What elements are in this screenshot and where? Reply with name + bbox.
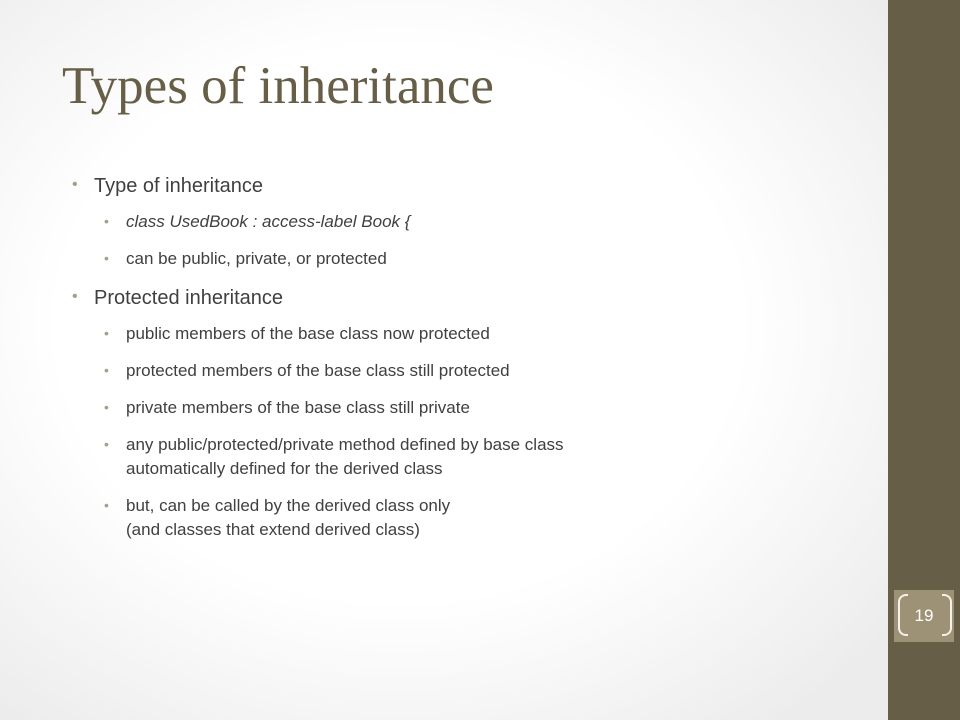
bullet-dot-icon: • [72,288,78,305]
bullet-dot-icon: • [104,436,109,452]
bullet-dot-icon: • [104,399,109,415]
bullet-text: but, can be called by the derived class only (and classes that extend derived class) [126,496,451,539]
bullet-text: class UsedBook : access-label Book { [126,212,411,231]
slide-title: Types of inheritance [62,57,494,115]
bullet-text: private members of the base class still private [126,398,470,417]
sub-bullet-called-by-derived [72,494,852,542]
bullet-text: Protected inheritance [94,287,284,309]
bullet-dot-icon: • [104,213,109,229]
bullet-text: public members of the base class now protected [126,324,490,343]
sub-bullet-access-label [72,247,852,271]
bullet-dot-icon: • [104,362,109,378]
bullet-dot-icon: • [104,325,109,341]
bullet-protected-inheritance [72,284,852,312]
sub-bullet-private-members [72,396,852,420]
sub-bullet-methods-defined [72,433,852,481]
bullet-type-of-inheritance [72,172,852,200]
bullet-text: protected members of the base class still protected [126,361,510,380]
bullet-text: can be public, private, or protected [126,249,387,268]
page-number: 19 [914,606,934,625]
bullet-text: any public/protected/private method defined by base class automatically defined for the derived class [126,435,564,478]
bullet-dot-icon: • [104,250,109,266]
sub-bullet-class-declaration [72,210,852,234]
bullet-list [72,172,852,555]
sub-bullet-protected-members [72,359,852,383]
bullet-dot-icon: • [72,176,78,193]
bullet-dot-icon: • [104,497,109,513]
bullet-text: Type of inheritance [94,175,263,197]
sub-bullet-public-members [72,322,852,346]
